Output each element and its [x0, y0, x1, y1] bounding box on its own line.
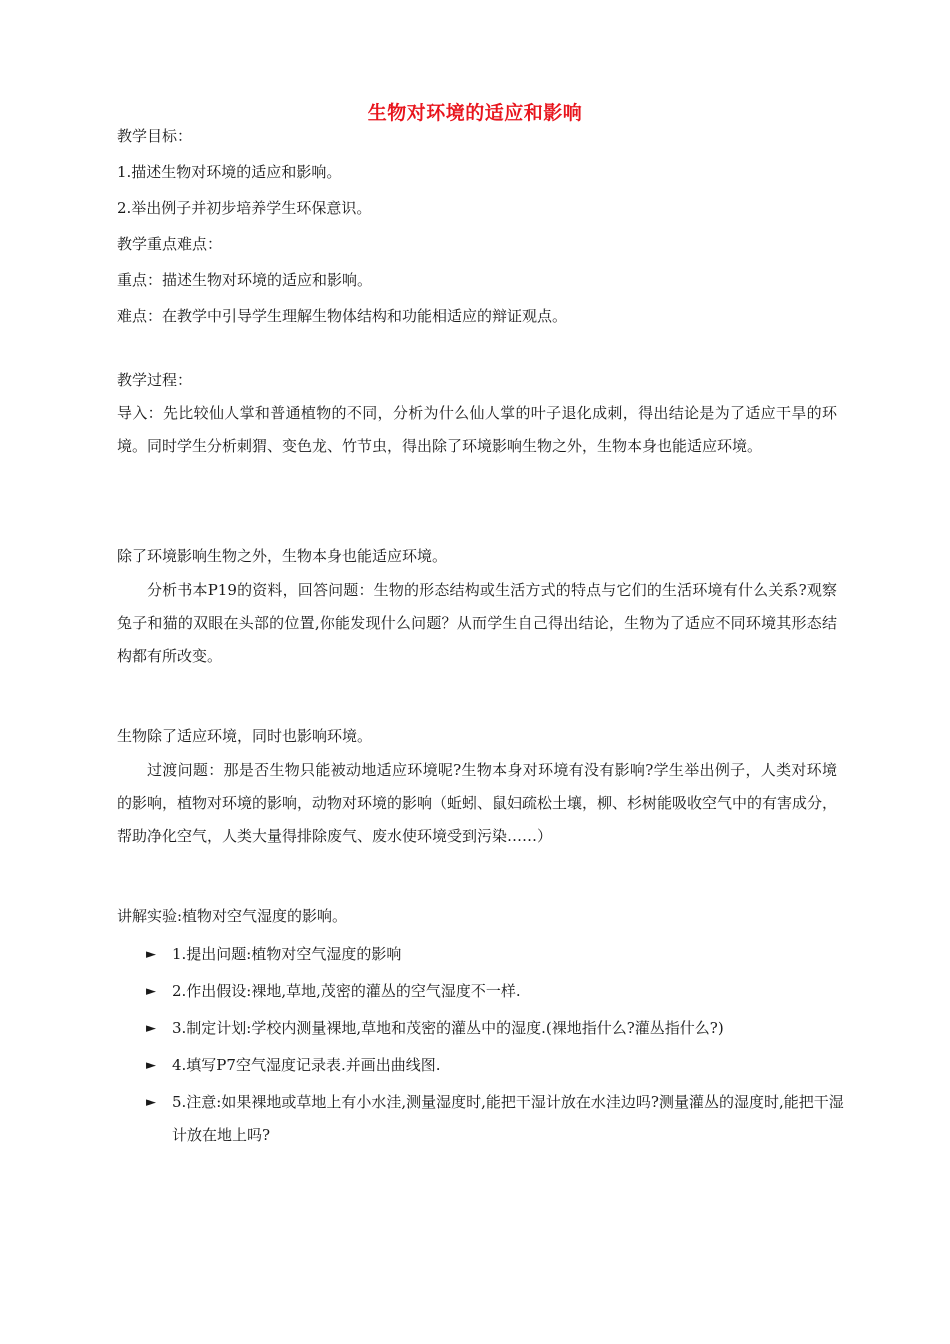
- experiment-step-text: 2.作出假设:裸地,草地,茂密的灌丛的空气湿度不一样.: [172, 982, 521, 1000]
- section-influence-body: 过渡问题：那是否生物只能被动地适应环境呢?生物本身对环境有没有影响?学生举出例子，人类对环境的影响，植物对环境的影响，动物对环境的影响（蚯蚓、鼠妇疏松土壤，柳、杉树能吸收空气中的有害成分，帮助净化空气，人类大量得排除废气、废水使环境受到污染……）: [117, 761, 838, 845]
- triangle-bullet-icon: ►: [146, 1021, 156, 1036]
- experiment-step-text: 4.填写P7空气湿度记录表.并画出曲线图.: [172, 1056, 441, 1074]
- experiment-step-text: 5.注意:如果裸地或草地上有小水洼,测量湿度时,能把干湿计放在水洼边吗?测量灌丛的湿度时,能把干湿计放在地上吗?: [172, 1093, 844, 1144]
- section-adaptation-heading: 除了环境影响生物之外，生物本身也能适应环境。: [117, 547, 448, 565]
- goal-item-2: 2.举出例子并初步培养学生环保意识。: [117, 199, 372, 217]
- list-item: [146, 975, 846, 1008]
- section-influence-heading: 生物除了适应环境，同时也影响环境。: [117, 727, 373, 745]
- list-item: [146, 1086, 846, 1152]
- section-adaptation-body: 分析书本P19的资料，回答问题：生物的形态结构或生活方式的特点与它们的生活环境有什么关系?观察兔子和猫的双眼在头部的位置,你能发现什么问题？从而学生自己得出结论，生物为了适应不同环境其形态结构都有所改变。: [117, 581, 837, 665]
- triangle-bullet-icon: ►: [146, 947, 156, 962]
- triangle-bullet-icon: ►: [146, 1095, 156, 1110]
- intro-paragraph: 导入：先比较仙人掌和普通植物的不同，分析为什么仙人掌的叶子退化成刺，得出结论是为了适应干旱的环境。同时学生分析刺猬、变色龙、竹节虫，得出除了环境影响生物之外，生物本身也能适应环境。: [117, 404, 837, 455]
- process-heading: 教学过程：: [117, 371, 193, 389]
- list-item: [146, 1012, 846, 1045]
- key-points-heading: 教学重点难点：: [117, 235, 223, 253]
- experiment-heading: 讲解实验:植物对空气湿度的影响。: [117, 907, 348, 925]
- difficulty-point: 难点：在教学中引导学生理解生物体结构和功能相适应的辩证观点。: [117, 307, 568, 325]
- goal-item-1: 1.描述生物对环境的适应和影响。: [117, 163, 342, 181]
- key-point: 重点：描述生物对环境的适应和影响。: [117, 271, 373, 289]
- document-title: 生物对环境的适应和影响: [367, 102, 583, 124]
- list-item: [146, 1049, 846, 1082]
- triangle-bullet-icon: ►: [146, 1058, 156, 1073]
- experiment-step-text: 3.制定计划:学校内测量裸地,草地和茂密的灌丛中的湿度.(裸地指什么?灌丛指什么?): [172, 1019, 724, 1037]
- goals-heading: 教学目标：: [117, 127, 193, 145]
- list-item: [146, 938, 846, 971]
- triangle-bullet-icon: ►: [146, 984, 156, 999]
- experiment-step-text: 1.提出问题:植物对空气湿度的影响: [172, 945, 402, 963]
- experiment-steps-list: [146, 938, 846, 1156]
